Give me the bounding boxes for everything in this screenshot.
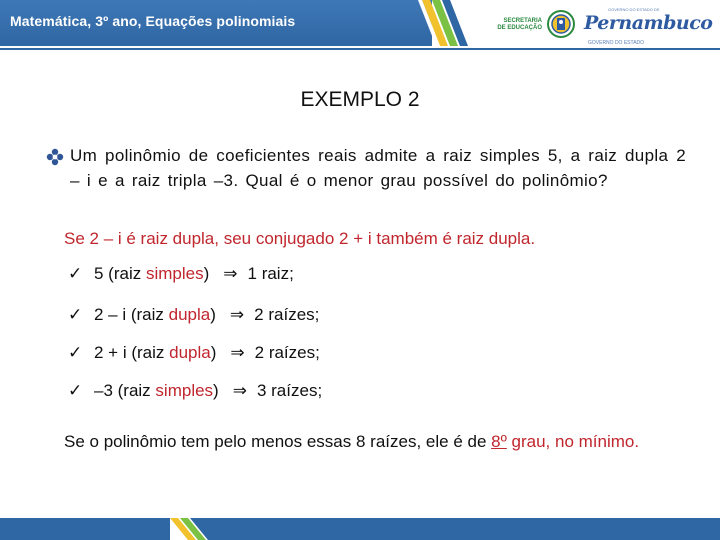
root-close: ): [213, 381, 219, 400]
course-title: Matemática, 3º ano, Equações polinomiais: [10, 13, 296, 29]
root-count: 1 raiz;: [247, 264, 294, 283]
checkmark-icon: ✓: [68, 381, 83, 400]
root-text: 2 – i (raiz: [94, 305, 169, 324]
conclusion-text: [64, 429, 674, 454]
checkmark-icon: ✓: [68, 305, 83, 324]
root-close: ): [210, 343, 217, 362]
root-close: ): [210, 305, 216, 324]
header-divider: [0, 48, 720, 50]
government-super-text: GOVERNO DO ESTADO DE: [608, 7, 660, 12]
implies-arrow: ⇒: [229, 305, 245, 325]
root-item: [68, 381, 322, 405]
root-item: [68, 264, 294, 288]
checkmark-icon: ✓: [68, 264, 83, 283]
root-item: [68, 343, 320, 367]
secretaria-line2: DE EDUCAÇÃO: [497, 25, 542, 31]
multiplicity-text: simples: [155, 381, 214, 400]
root-count: 2 raízes;: [254, 343, 320, 362]
secretaria-logo: [496, 12, 542, 40]
multiplicity-text: simples: [145, 264, 204, 283]
multiplicity-text: dupla: [168, 305, 211, 324]
implies-arrow: ⇒: [230, 343, 245, 363]
state-coat-of-arms-icon: [546, 9, 576, 39]
header-title-bar: [0, 0, 432, 46]
root-text: 5 (raiz: [94, 264, 146, 283]
government-tagline: GOVERNO DO ESTADO: [588, 40, 645, 46]
root-count: 2 raízes;: [254, 305, 320, 324]
multiplicity-text: dupla: [169, 343, 211, 362]
root-text: –3 (raiz: [94, 381, 156, 400]
root-count: 3 raízes;: [256, 381, 323, 400]
conclusion-end: grau, no mínimo.: [506, 432, 640, 451]
degree-value: 8º: [491, 432, 507, 451]
problem-statement: Um polinômio de coeficientes reais admite a raiz simples 5, a raiz dupla 2 – i e a raiz tripla –3. Qual é o menor grau possível do polinômio?: [70, 146, 686, 190]
slide-header: [0, 0, 720, 52]
diamond-bullet-icon: [46, 148, 64, 166]
pernambuco-logo-text: Pernambuco: [584, 12, 713, 34]
footer-stripes-decoration: [0, 512, 720, 540]
root-text: 2 + i (raiz: [94, 343, 170, 362]
implies-arrow: ⇒: [232, 381, 247, 401]
secretaria-line1: SECRETARIA: [503, 18, 542, 24]
conjugate-note: Se 2 – i é raiz dupla, seu conjugado 2 + i também é raiz dupla.: [64, 229, 536, 248]
conclusion-start: Se o polinômio tem pelo menos essas 8 raízes, ele é de: [64, 432, 492, 451]
slide-title: EXEMPLO 2: [300, 88, 420, 111]
header-stripes-decoration: [418, 0, 478, 46]
checkmark-icon: ✓: [68, 343, 83, 362]
root-item: [68, 305, 319, 329]
root-close: ): [203, 264, 210, 283]
implies-arrow: ⇒: [223, 264, 238, 284]
